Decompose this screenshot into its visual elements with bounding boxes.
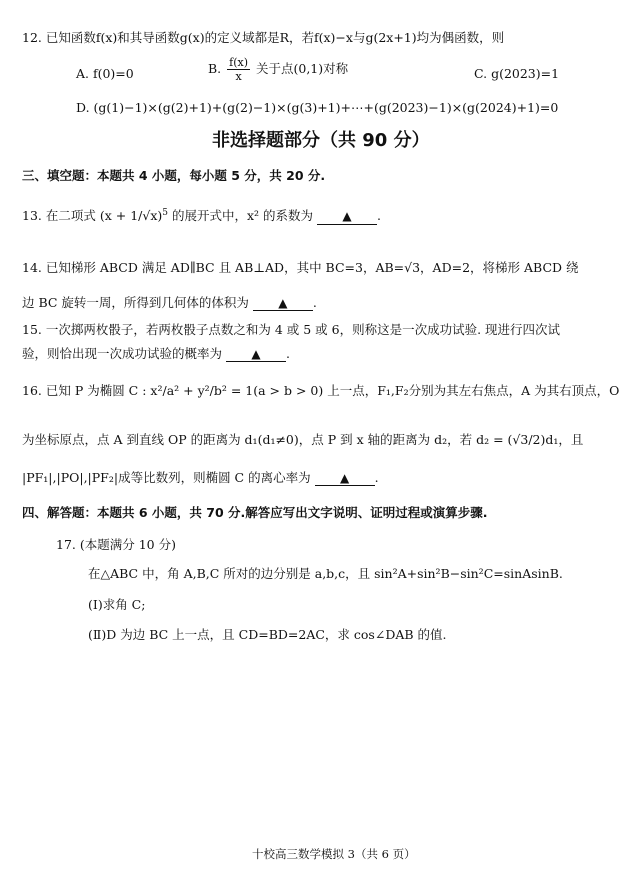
q14-line1: 14. 已知梯形 ABCD 满足 AD∥BC 且 AB⊥AD，其中 BC=3，AB=√3，AD=2，将梯形 ABCD 绕	[22, 260, 579, 275]
q13-expression: (x + 1/√x)	[99, 208, 163, 224]
answer-blank-16[interactable]	[315, 470, 375, 486]
triangle-icon: ▲	[339, 471, 350, 485]
q12-option-b-denominator: x	[235, 70, 242, 84]
q12-option-b-tail: 关于点(0,1)对称	[256, 61, 349, 77]
section-title: 非选择题部分（共 90 分）	[212, 130, 430, 151]
q13-post: 的展开式中，x² 的系数为	[171, 208, 314, 224]
triangle-icon: ▲	[251, 347, 261, 361]
q15-line2	[22, 346, 290, 362]
q13-power: 5	[162, 208, 168, 218]
q16-ellipse-equation: x²/a² + y²/b² = 1(a > b > 0)	[150, 383, 324, 398]
q16-line3	[22, 470, 379, 486]
q12-option-b-label: B.	[208, 61, 222, 77]
answer-blank-15[interactable]	[226, 346, 286, 362]
q16-d2-equation: d₂ = (√3/2)d₁	[476, 432, 559, 447]
q17-part2: (Ⅱ)D 为边 BC 上一点，且 CD=BD=2AC，求 cos∠DAB 的值.	[88, 627, 447, 642]
q12-option-c: C. g(2023)=1	[474, 66, 560, 81]
q16-line3-text: |PF₁|,|PO|,|PF₂|成等比数列，则椭圆 C 的离心率为	[22, 470, 311, 485]
triangle-icon: ▲	[342, 209, 352, 224]
q13	[22, 208, 381, 225]
q15-line1: 15. 一次掷两枚骰子，若两枚骰子点数之和为 4 或 5 或 6，则称这是一次成功试验. 现进行四次试	[22, 322, 561, 337]
q12-option-b-fraction	[227, 56, 250, 83]
q12-option-d: D. (g(1)−1)×(g(2)+1)+(g(2)−1)×(g(3)+1)+⋯+(g(2023)−1)×(g(2024)+1)=0	[76, 100, 559, 115]
q12-option-b-numerator: f(x)	[229, 56, 249, 69]
answer-blank-13[interactable]	[317, 208, 377, 224]
q14-line2-text: 边 BC 旋转一周，所得到几何体的体积为	[22, 295, 249, 310]
q17-title: 17. (本题满分 10 分)	[56, 537, 176, 552]
triangle-icon: ▲	[278, 296, 288, 310]
q14-line2	[22, 295, 317, 311]
q16-end: .	[374, 470, 379, 485]
q16-line1-pre: 16. 已知 P 为椭圆 C :	[22, 383, 147, 398]
q13-pre: 13. 在二项式	[22, 208, 96, 224]
part4-heading: 四、解答题：本题共 6 小题，共 70 分.解答应写出文字说明、证明过程或演算步骤.	[22, 505, 488, 520]
q15-line2-text: 验，则恰出现一次成功试验的概率为	[22, 346, 223, 361]
q16-line1-post: 上一点，F₁,F₂分别为其左右焦点，A 为其右顶点，O	[327, 383, 620, 398]
page-footer: 十校高三数学模拟 3（共 6 页）	[252, 847, 416, 861]
q16-line2-post: ，且	[558, 432, 584, 447]
q12-option-a: A. f(0)=0	[76, 66, 134, 81]
q16-line2	[22, 432, 583, 447]
q14-end: .	[312, 295, 317, 310]
q12-stem: 12. 已知函数f(x)和其导函数g(x)的定义域都是R，若f(x)−x与g(2x+1)均为偶函数，则	[22, 30, 505, 45]
q17-stem: 在△ABC 中，角 A,B,C 所对的边分别是 a,b,c，且 sin²A+sin²B−sin²C=sinAsinB.	[88, 566, 563, 581]
q13-end: .	[377, 208, 381, 224]
answer-blank-14[interactable]	[253, 295, 313, 311]
q15-end: .	[286, 346, 290, 361]
part3-heading: 三、填空题：本题共 4 小题，每小题 5 分，共 20 分.	[22, 168, 326, 183]
q16-line1	[22, 383, 619, 398]
q16-line2-pre: 为坐标原点，点 A 到直线 OP 的距离为 d₁(d₁≠0)，点 P 到 x 轴的距离为 d₂，若	[22, 432, 473, 447]
q12-option-b	[208, 56, 348, 83]
q17-part1: (Ⅰ)求角 C;	[88, 597, 146, 612]
